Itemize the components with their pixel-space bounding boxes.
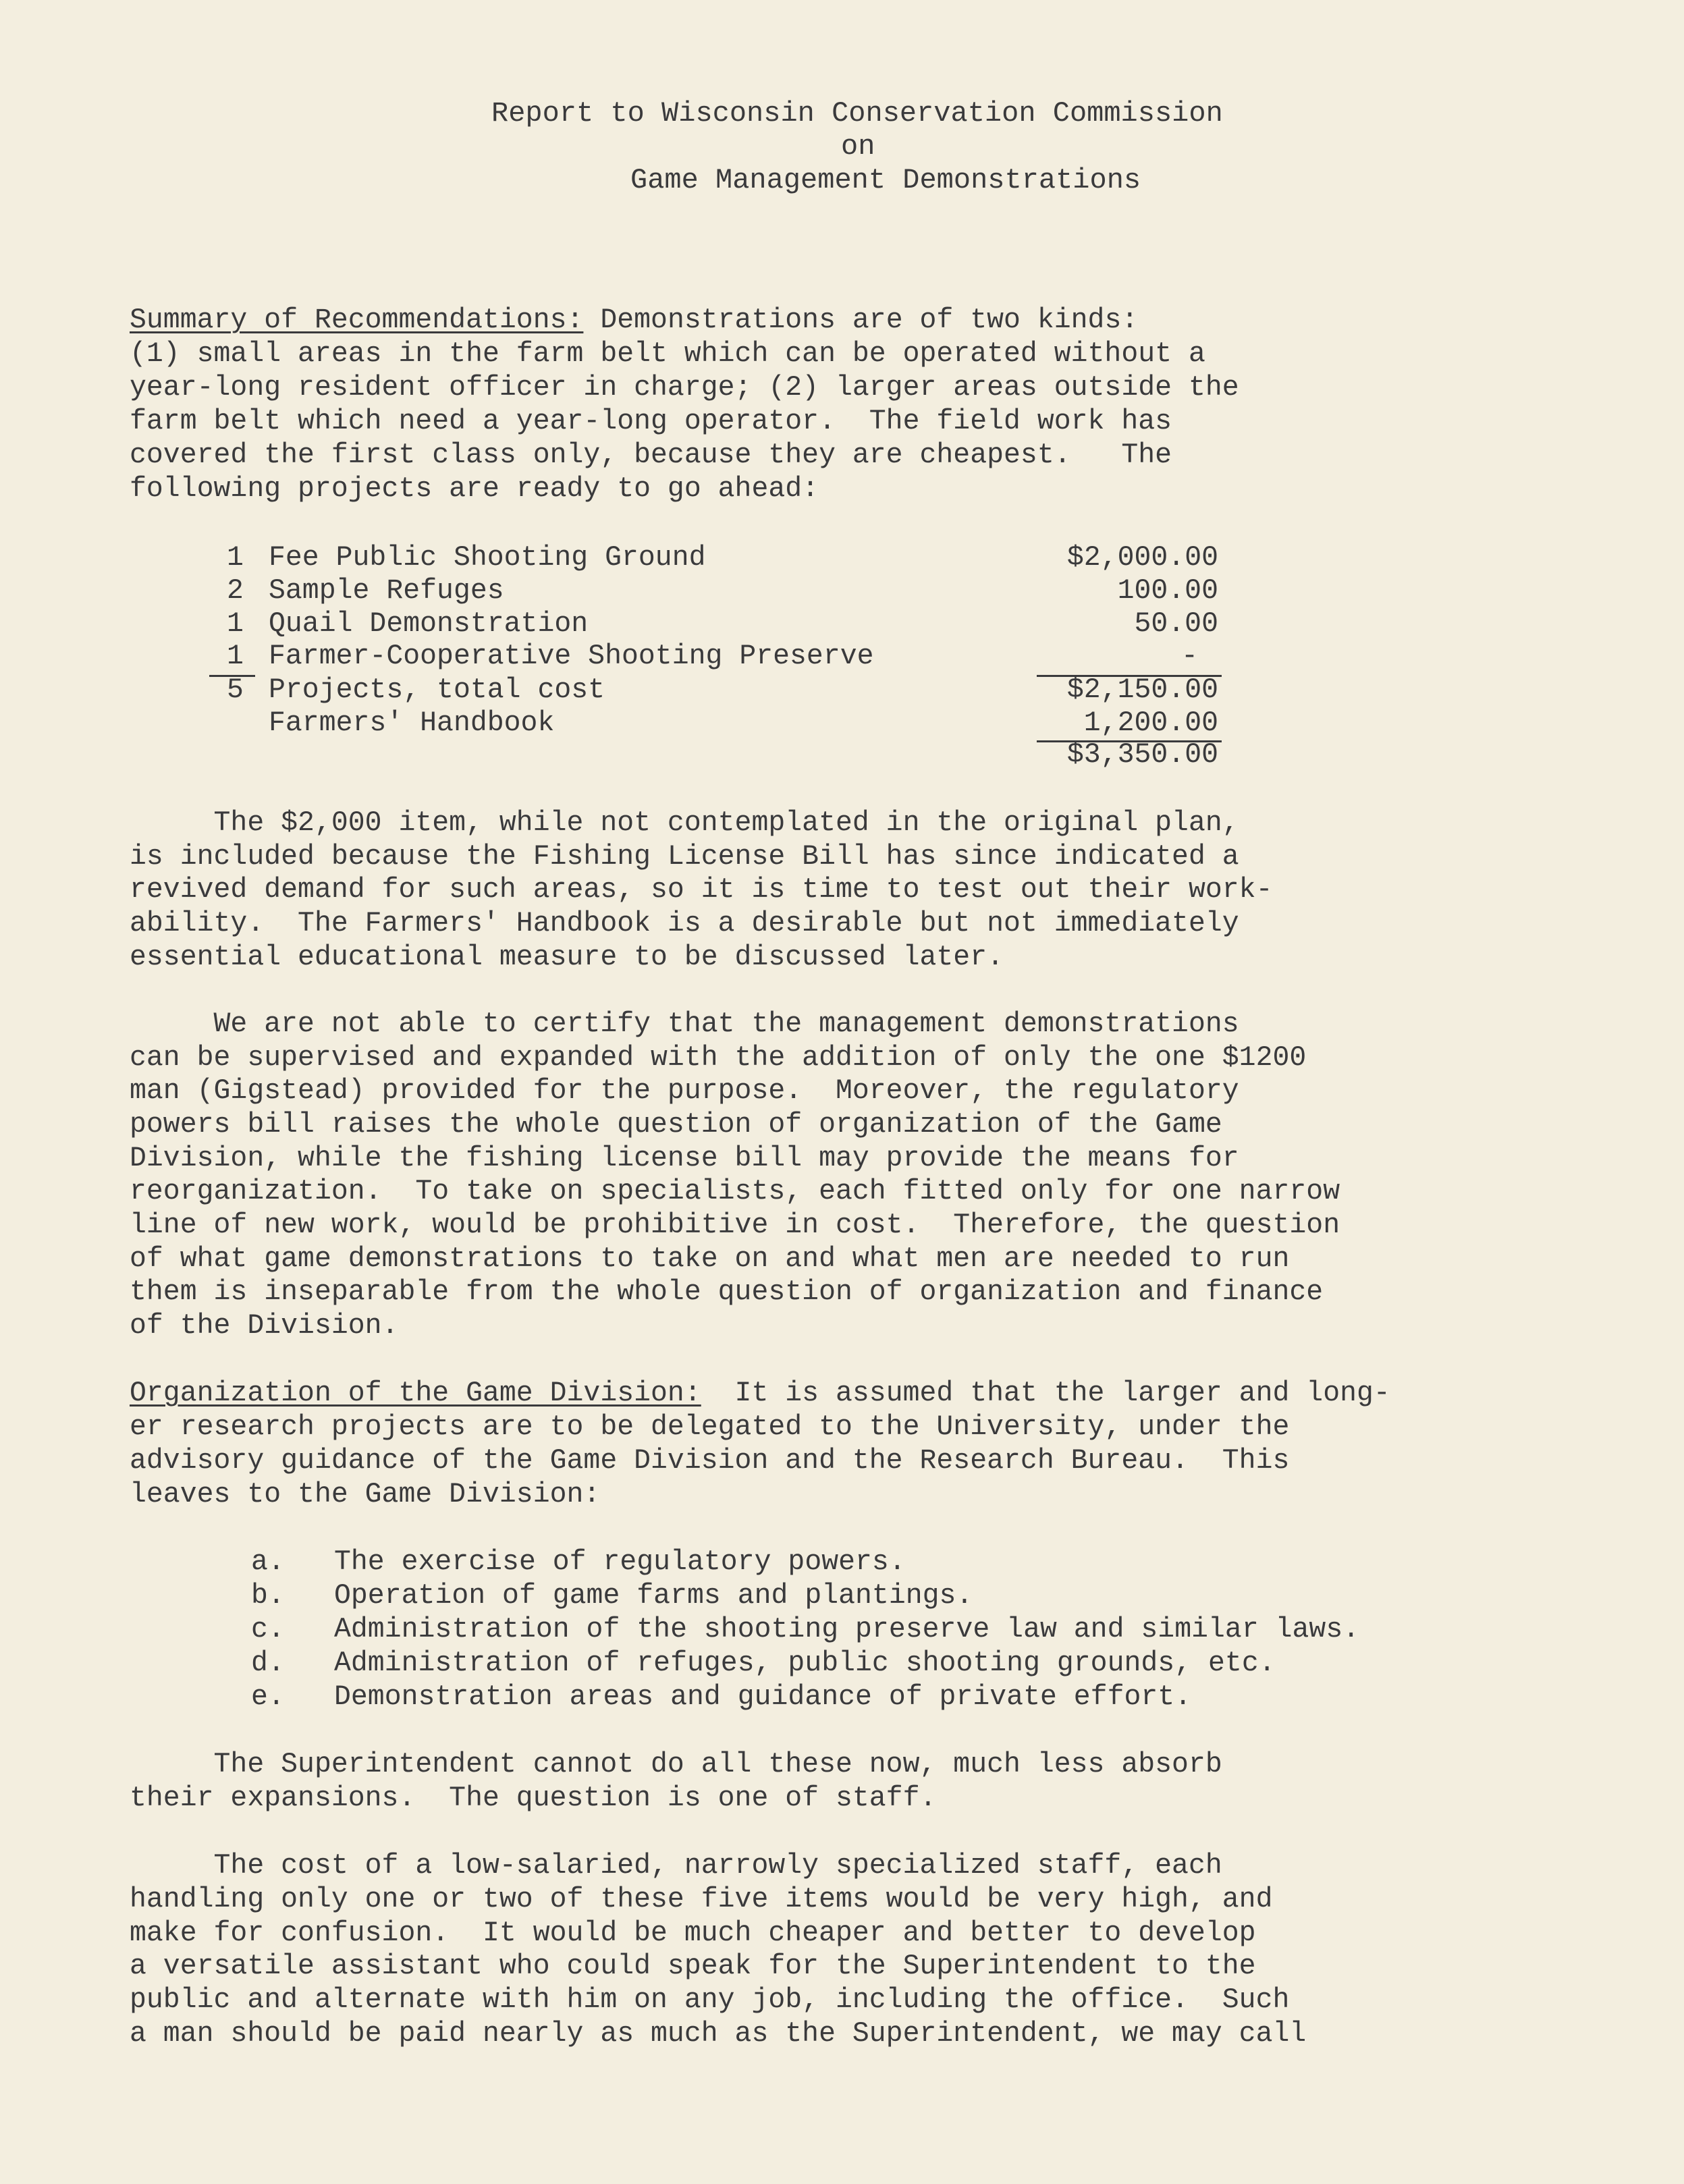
duty-letter: b.: [251, 1580, 285, 1612]
summary-line5: covered the first class only, because they are cheapest. The: [130, 439, 1172, 471]
duty-letter: a.: [251, 1546, 285, 1578]
grand-total: $3,350.00: [1066, 739, 1218, 771]
project-cost: 50.00: [1134, 608, 1218, 640]
para-line: reorganization. To take on specialists, each fitted only for one narrow: [130, 1176, 1340, 1207]
project-name: Quail Demonstration: [269, 608, 589, 640]
para-line: revived demand for such areas, so it is time to test out their work-: [130, 874, 1273, 906]
projects-total-label: Projects, total cost: [269, 674, 605, 706]
duty-text: Administration of refuges, public shooting grounds, etc.: [334, 1647, 1276, 1679]
para-line: public and alternate with him on any job, including the office. Such: [130, 1984, 1290, 2016]
para-line: Division, while the fishing license bill may provide the means for: [130, 1143, 1239, 1174]
project-cost: $2,000.00: [1066, 542, 1218, 574]
organization-line1: [130, 1377, 1390, 1411]
summary-line2: (1) small areas in the farm belt which can be operated without a: [130, 338, 1205, 370]
duty-text: Operation of game farms and plantings.: [334, 1580, 973, 1612]
summary-line3: year-long resident officer in charge; (2) larger areas outside the: [130, 372, 1239, 404]
organization-line3: advisory guidance of the Game Division and the Research Bureau. This: [130, 1445, 1290, 1477]
para-line: can be supervised and expanded with the addition of only the one $1200: [130, 1042, 1307, 1074]
project-count: 1: [227, 608, 244, 640]
para-line: of what game demonstrations to take on and what men are needed to run: [130, 1243, 1290, 1275]
projects-total-cost: $2,150.00: [1066, 674, 1218, 706]
project-cost: 100.00: [1117, 575, 1218, 607]
project-count: 2: [227, 575, 244, 607]
para-line: of the Division.: [130, 1310, 399, 1342]
para-line: man (Gigstead) provided for the purpose. Moreover, the regulatory: [130, 1075, 1239, 1107]
para-line: is included because the Fishing License Bill has since indicated a: [130, 841, 1239, 873]
report-title-line3: Game Management Demonstrations: [630, 164, 1141, 196]
project-count: 1: [227, 542, 244, 574]
para-line: powers bill raises the whole question of organization of the Game: [130, 1109, 1222, 1141]
report-title-line1: Report to Wisconsin Conservation Commission: [491, 97, 1223, 130]
project-name: Farmer-Cooperative Shooting Preserve: [269, 640, 874, 672]
para-line: line of new work, would be prohibitive in cost. Therefore, the question: [130, 1209, 1340, 1241]
duty-letter: c.: [251, 1614, 285, 1645]
duty-text: The exercise of regulatory powers.: [334, 1546, 906, 1578]
handbook-label: Farmers' Handbook: [269, 707, 555, 739]
duty-text: Demonstration areas and guidance of private effort.: [334, 1681, 1192, 1713]
summary-line1: [130, 304, 1138, 337]
para-line: The $2,000 item, while not contemplated in the original plan,: [130, 807, 1239, 839]
para-line: essential educational measure to be discussed later.: [130, 941, 1004, 973]
para-line: We are not able to certify that the management demonstrations: [130, 1008, 1239, 1040]
para-line: The Superintendent cannot do all these now, much less absorb: [130, 1749, 1222, 1780]
project-count: 1: [227, 640, 244, 672]
para-line: a man should be paid nearly as much as the Superintendent, we may call: [130, 2018, 1307, 2050]
para-line: their expansions. The question is one of staff.: [130, 1782, 937, 1814]
organization-line4: leaves to the Game Division:: [130, 1479, 601, 1510]
summary-line4: farm belt which need a year-long operator. The field work has: [130, 406, 1172, 437]
para-line: handling only one or two of these five items would be very high, and: [130, 1884, 1273, 1915]
duty-letter: e.: [251, 1681, 285, 1713]
project-cost: -: [1181, 640, 1198, 672]
project-name: Sample Refuges: [269, 575, 504, 607]
projects-total-count: 5: [227, 674, 244, 706]
para-line: The cost of a low-salaried, narrowly specialized staff, each: [130, 1850, 1222, 1882]
summary-line1-rest: Demonstrations are of two kinds:: [583, 304, 1139, 336]
para-line: ability. The Farmers' Handbook is a desirable but not immediately: [130, 908, 1239, 939]
summary-line6: following projects are ready to go ahead:: [130, 473, 819, 505]
para-line: a versatile assistant who could speak for the Superintendent to the: [130, 1950, 1256, 1982]
duty-text: Administration of the shooting preserve law and similar laws.: [334, 1614, 1360, 1645]
organization-heading: Organization of the Game Division:: [130, 1377, 701, 1409]
para-line: make for confusion. It would be much cheaper and better to develop: [130, 1917, 1256, 1949]
summary-heading: Summary of Recommendations:: [130, 304, 584, 336]
organization-line1-rest: It is assumed that the larger and long-: [701, 1377, 1390, 1409]
duty-letter: d.: [251, 1647, 285, 1679]
project-name: Fee Public Shooting Ground: [269, 542, 706, 574]
organization-line2: er research projects are to be delegated to the University, under the: [130, 1411, 1290, 1443]
handbook-cost: 1,200.00: [1083, 707, 1218, 739]
report-title-line2: on: [841, 130, 875, 163]
para-line: them is inseparable from the whole question of organization and finance: [130, 1276, 1324, 1308]
